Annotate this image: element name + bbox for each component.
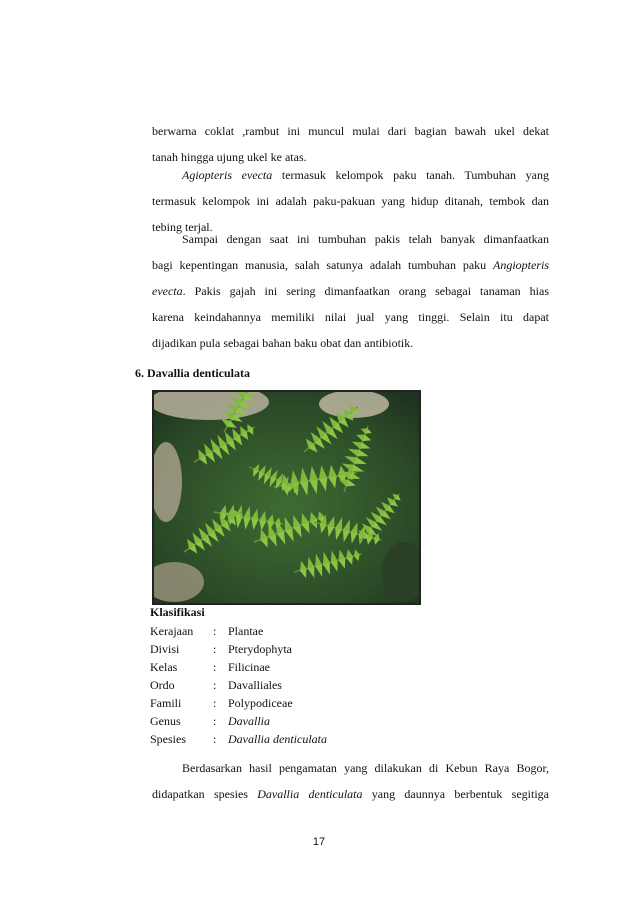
rank-value: Davallia denticulata <box>228 732 327 746</box>
rank-value: Davalliales <box>228 678 282 692</box>
text-line: termasuk kelompok ini adalah paku-pakuan yang hidup ditanah, tembok dan <box>152 194 549 208</box>
classification-title: Klasifikasi <box>150 605 205 619</box>
page-number: 17 <box>312 836 326 848</box>
separator: : <box>213 642 217 656</box>
fern-illustration <box>154 392 419 603</box>
classification-row <box>150 676 327 694</box>
separator: : <box>213 696 217 710</box>
rank-label: Kerajaan <box>150 624 194 638</box>
classification-row <box>150 658 327 676</box>
text-line: tebing terjal. <box>152 220 213 234</box>
paragraph-observation <box>152 755 549 807</box>
text-line: Berdasarkan hasil pengamatan yang dilakukan di Kebun Raya Bogor, <box>182 761 549 775</box>
classification-row <box>150 622 327 640</box>
rank-value: Polypodiceae <box>228 696 293 710</box>
text-line <box>152 781 549 807</box>
paragraph-uses <box>152 226 549 356</box>
classification-row <box>150 712 327 730</box>
text-line: Sampai dengan saat ini tumbuhan pakis telah banyak dimanfaatkan <box>182 232 549 246</box>
rank-label: Kelas <box>150 660 178 674</box>
rank-label: Famili <box>150 696 182 710</box>
rank-value: Plantae <box>228 624 264 638</box>
text-span: didapatkan spesies <box>152 787 258 801</box>
text-line <box>152 162 549 188</box>
text-span: . Pakis gajah ini sering dimanfaatkan orang sebagai tanaman hias <box>182 284 549 298</box>
species-name: Angiopteris <box>493 258 549 272</box>
rank-value: Davallia <box>228 714 270 728</box>
rank-value: Pterydophyta <box>228 642 292 656</box>
text-line <box>152 252 549 278</box>
separator: : <box>213 732 217 746</box>
rank-label: Spesies <box>150 732 186 746</box>
rank-label: Genus <box>150 714 181 728</box>
species-name: Agiopteris evecta <box>182 168 273 182</box>
text-line: berwarna coklat ,rambut ini muncul mulai dari bagian bawah ukel dekat <box>152 124 549 138</box>
classification-table <box>150 603 327 748</box>
classification-row <box>150 694 327 712</box>
text-span: yang daunnya berbentuk segitiga <box>362 787 549 801</box>
separator: : <box>213 678 217 692</box>
rank-label: Ordo <box>150 678 175 692</box>
text-line: tanah hingga ujung ukel ke atas. <box>152 150 307 164</box>
text-line: dijadikan pula sebagai bahan baku obat dan antibiotik. <box>152 336 414 350</box>
classification-row <box>150 640 327 658</box>
text-line: karena keindahannya memiliki nilai jual yang tinggi. Selain itu dapat <box>152 310 549 324</box>
species-name: Davallia denticulata <box>257 787 363 801</box>
separator: : <box>213 714 217 728</box>
section-heading: 6. Davallia denticulata <box>135 366 251 380</box>
separator: : <box>213 624 217 638</box>
classification-row <box>150 730 327 748</box>
text-line <box>152 278 549 304</box>
separator: : <box>213 660 217 674</box>
text-span: bagi kepentingan manusia, salah satunya adalah tumbuhan paku <box>152 258 493 272</box>
species-name: evecta <box>152 284 183 298</box>
rank-label: Divisi <box>150 642 180 656</box>
fern-photo <box>152 390 421 605</box>
text-span: termasuk kelompok paku tanah. Tumbuhan yang <box>272 168 549 182</box>
rank-value: Filicinae <box>228 660 270 674</box>
